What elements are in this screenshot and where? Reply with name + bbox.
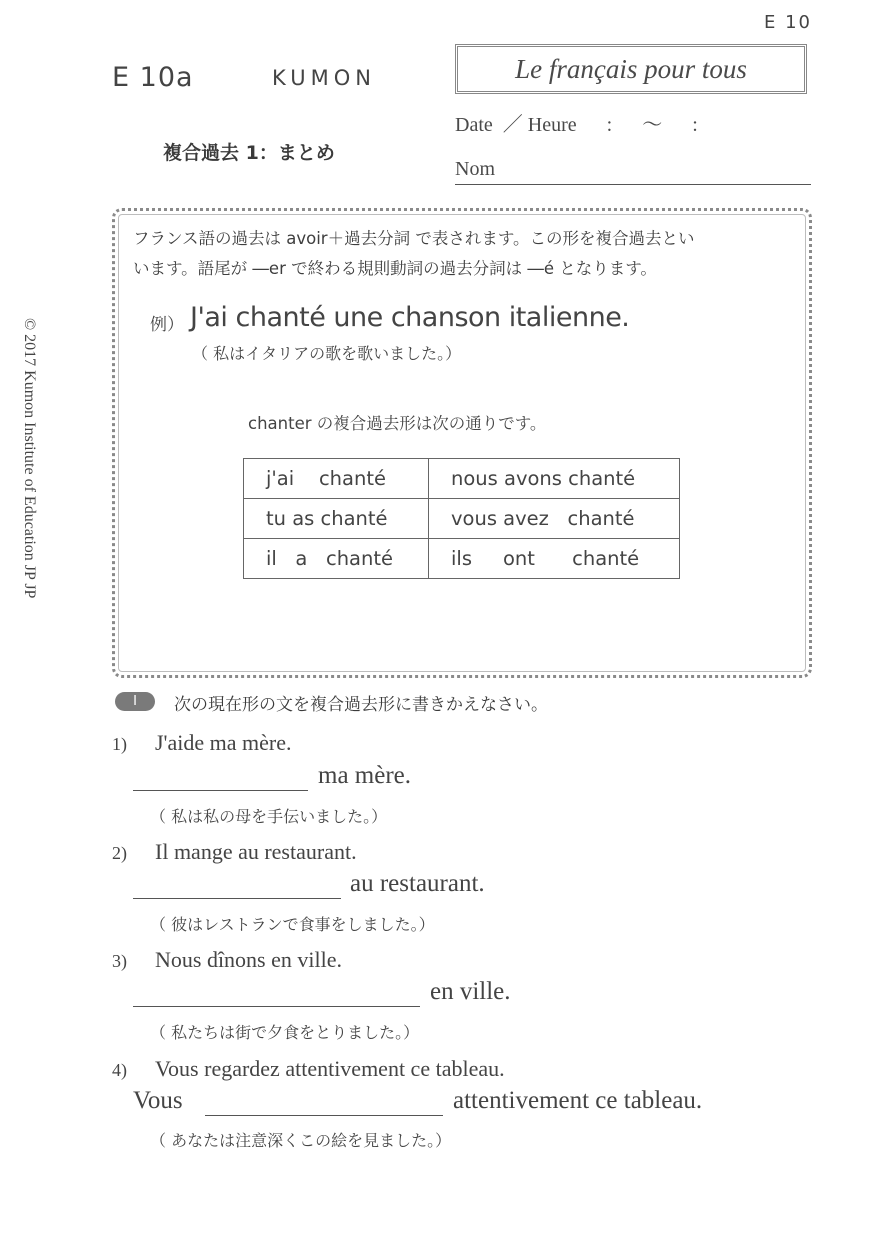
question-translation: （ 私たちは街で夕食をとりました。）	[150, 1023, 420, 1042]
date-separator: ／	[502, 114, 523, 136]
table-cell: nous avons chanté	[429, 459, 680, 499]
conjugation-table	[243, 458, 680, 579]
question-number: 3)	[112, 951, 127, 971]
answer-suffix: attentivement ce tableau.	[453, 1087, 703, 1114]
question-sentence: J'aide ma mère.	[155, 730, 292, 755]
question-number: 4)	[112, 1060, 127, 1080]
exercise-badge: I	[115, 692, 155, 711]
question-number: 1)	[112, 734, 127, 754]
grammar-explanation	[133, 224, 798, 284]
question-translation: （ 私は私の母を手伝いました。）	[150, 807, 388, 826]
explanation-line-1: フランス語の過去は avoir＋過去分詞 で表されます。この形を複合過去とい	[133, 229, 695, 248]
answer-suffix: ma mère.	[318, 762, 412, 789]
time-label: Heure	[527, 114, 577, 136]
page-code: E 10	[764, 12, 812, 33]
table-cell: tu as chanté	[244, 499, 429, 539]
answer-suffix: au restaurant.	[350, 870, 485, 897]
table-row	[244, 539, 680, 579]
answer-blank[interactable]	[133, 1006, 420, 1007]
unit-code: E 10a	[112, 62, 194, 93]
table-row	[244, 499, 680, 539]
example-marker: 例）	[150, 315, 184, 335]
table-cell: vous avez chanté	[429, 499, 680, 539]
table-cell: il a chanté	[244, 539, 429, 579]
question-translation: （ あなたは注意深くこの絵を見ました。）	[150, 1131, 452, 1150]
table-row	[244, 459, 680, 499]
question-number: 2)	[112, 843, 127, 863]
time-colon-end: :	[692, 114, 698, 136]
table-cell: ils ont chanté	[429, 539, 680, 579]
answer-suffix: en ville.	[430, 978, 511, 1005]
course-title: Le français pour tous	[515, 53, 747, 84]
question-sentence: Vous regardez attentivement ce tableau.	[155, 1056, 505, 1081]
answer-blank[interactable]	[133, 898, 341, 899]
answer-blank[interactable]	[133, 790, 308, 791]
copyright-notice: © 2017 Kumon Institute of Education JP JP	[21, 318, 38, 599]
name-label: Nom	[455, 158, 495, 180]
explanation-line-2: います。語尾が ―er で終わる規則動詞の過去分詞は ―é となります。	[133, 259, 657, 278]
question-sentence: Nous dînons en ville.	[155, 947, 342, 972]
question-sentence: Il mange au restaurant.	[155, 839, 357, 864]
worksheet-subtitle: 複合過去 1：まとめ	[163, 142, 335, 164]
course-banner	[455, 44, 807, 94]
answer-blank[interactable]	[205, 1115, 443, 1116]
time-range-tilde: ～	[642, 114, 663, 136]
example-sentence: J'ai chanté une chanson italienne.	[190, 302, 630, 333]
answer-prefix: Vous	[133, 1087, 183, 1114]
date-time-row	[455, 108, 698, 137]
date-label: Date	[455, 114, 493, 136]
time-colon-start: :	[606, 114, 613, 136]
brand-logo: KUMON	[272, 66, 376, 90]
table-cell: j'ai chanté	[244, 459, 429, 499]
example-translation: （ 私はイタリアの歌を歌いました。）	[192, 344, 462, 363]
exercise-instruction: 次の現在形の文を複合過去形に書きかえなさい。	[174, 695, 548, 715]
table-caption: chanter の複合過去形は次の通りです。	[248, 414, 547, 433]
question-translation: （ 彼はレストランで食事をしました。）	[150, 915, 435, 934]
name-field[interactable]	[455, 184, 811, 185]
